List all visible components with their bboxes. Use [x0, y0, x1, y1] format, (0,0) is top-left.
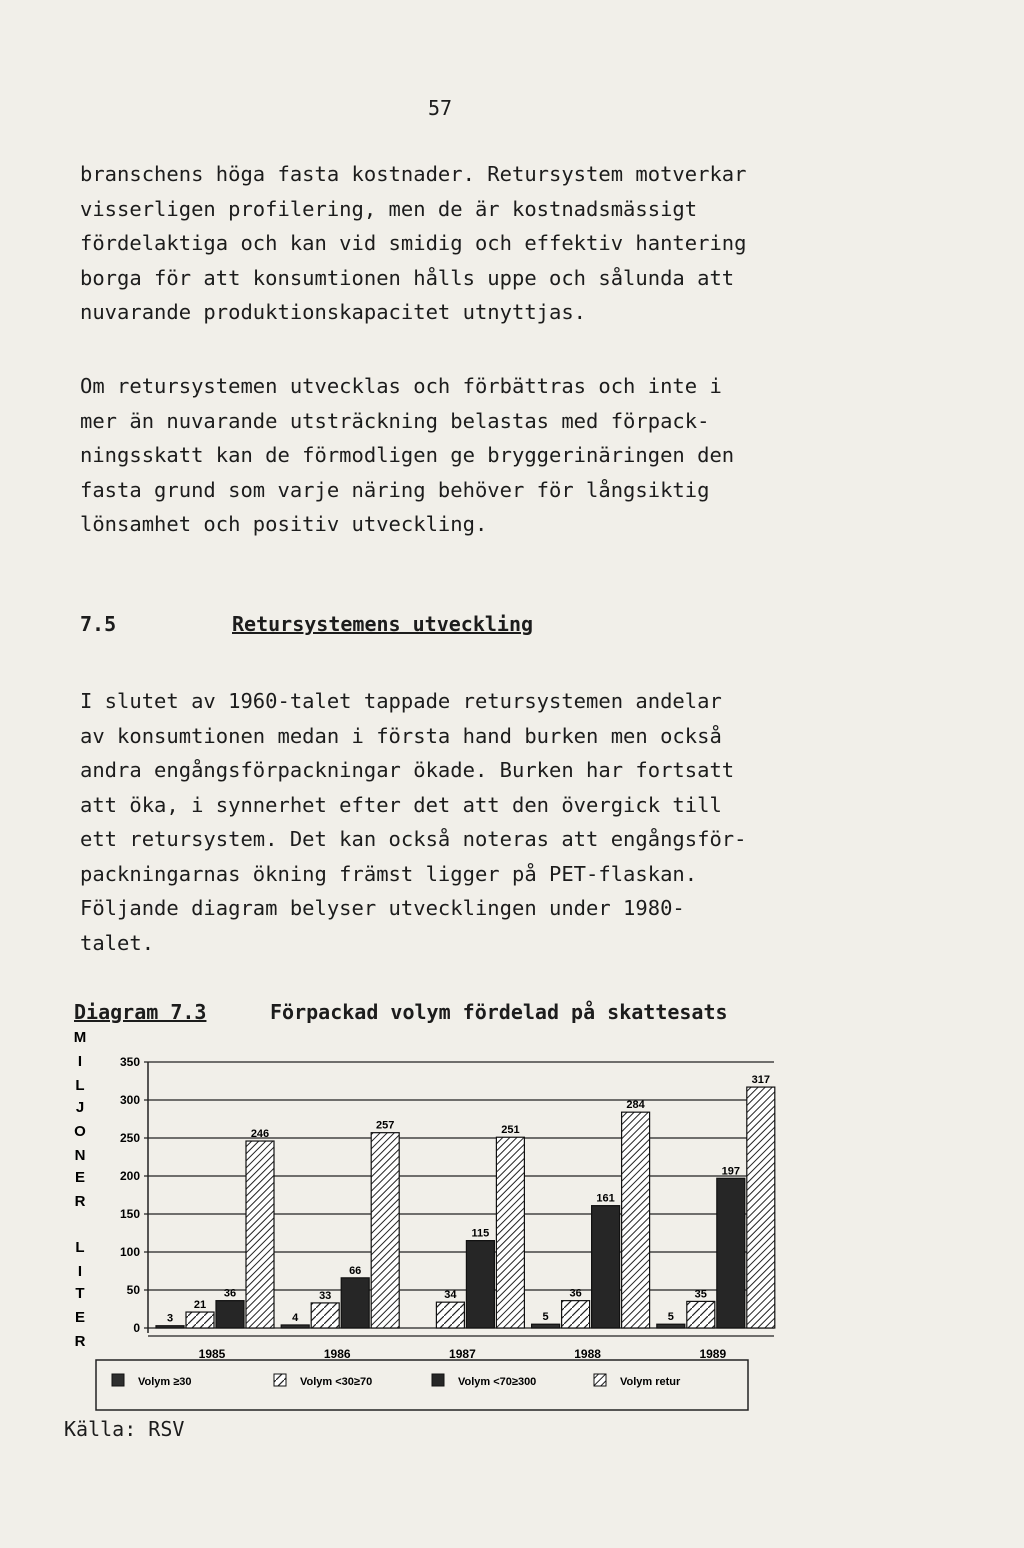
text-line: lönsamhet och positiv utveckling.: [80, 512, 488, 536]
text-line: Om retursystemen utvecklas och förbättras och inte i: [80, 374, 722, 398]
bar: [246, 1141, 274, 1328]
legend-swatch: [594, 1374, 606, 1386]
bar-chart: [60, 1028, 790, 1414]
text-line: att öka, i synnerhet efter det att den övergick till: [80, 792, 722, 817]
y-tick-label: 0: [133, 1321, 140, 1335]
bar: [186, 1312, 214, 1328]
y-label-letter: I: [77, 1263, 83, 1280]
text-line: visserligen profilering, men de är kostnadsmässigt: [80, 196, 698, 221]
section-heading: [80, 612, 533, 636]
bars: [156, 1087, 775, 1328]
legend-label: Volym <70≥300: [458, 1376, 537, 1388]
y-label-letter: T: [75, 1285, 85, 1302]
bar-value-label: 4: [292, 1311, 299, 1324]
legend-label: Volym retur: [620, 1376, 681, 1388]
x-axis: [148, 1336, 774, 1361]
bar-value-label: 317: [751, 1074, 770, 1087]
y-axis-label: [74, 1029, 87, 1350]
text-line: mer än nuvarande utsträckning belastas med förpack-: [80, 408, 710, 433]
text-line: ningsskatt kan de förmodligen ge bryggerinäringen den: [80, 443, 735, 467]
text-line: packningarnas ökning främst ligger på PET-flaskan.: [80, 861, 698, 886]
bar: [216, 1301, 244, 1328]
section-title: Retursystemens utveckling: [232, 612, 534, 636]
source-note: Källa: RSV: [64, 1417, 185, 1441]
text-line: av konsumtionen medan i första hand burken men också: [80, 723, 722, 748]
bar: [747, 1087, 775, 1328]
bar-value-label: 284: [626, 1099, 645, 1112]
y-label-letter: R: [74, 1333, 86, 1350]
bar: [657, 1324, 685, 1328]
y-tick-label: 100: [119, 1245, 140, 1259]
diagram-caption: [74, 1000, 728, 1024]
diagram-label: Diagram 7.3: [74, 1000, 207, 1024]
bar-value-label: 34: [444, 1289, 457, 1302]
y-label-letter: J: [75, 1099, 85, 1116]
y-tick-label: 350: [119, 1055, 140, 1069]
bar-value-label: 3: [166, 1312, 174, 1325]
text-line: andra engångsförpackningar ökade. Burken har fortsatt: [80, 758, 735, 782]
bar: [622, 1112, 650, 1328]
y-label-letter: O: [74, 1123, 86, 1140]
section-number: 7.5: [80, 612, 117, 636]
bar: [532, 1324, 560, 1328]
bar-value-label: 161: [596, 1192, 615, 1205]
legend-swatch: [432, 1374, 444, 1386]
y-tick-label: 250: [119, 1131, 140, 1145]
bar: [562, 1301, 590, 1328]
paragraph-3: [80, 684, 860, 960]
bar: [717, 1178, 745, 1328]
bar: [341, 1278, 369, 1328]
text-line: fasta grund som varje näring behöver för långsiktig: [80, 477, 710, 502]
bar-value-label: 36: [223, 1287, 237, 1300]
y-tick-label: 150: [119, 1207, 140, 1221]
y-label-letter: E: [74, 1309, 86, 1326]
text-line: I slutet av 1960-talet tappade retursystemen andelar: [80, 689, 722, 713]
text-line: talet.: [80, 930, 155, 955]
bar-value-label: 5: [542, 1311, 549, 1324]
x-tick-label: 1985: [198, 1347, 226, 1361]
text-line: ett retursystem. Det kan också noteras att engångsför-: [80, 827, 747, 851]
x-tick-label: 1988: [574, 1347, 601, 1361]
text-line: Följande diagram belyser utvecklingen under 1980-: [80, 896, 685, 920]
text-line: fördelaktiga och kan vid smidig och effektiv hantering: [80, 231, 747, 255]
legend-label: Volym <30≥70: [300, 1376, 373, 1388]
bar: [466, 1241, 494, 1328]
bar-value-label: 257: [376, 1119, 395, 1132]
bar: [371, 1133, 399, 1328]
page-number: 57: [428, 96, 453, 120]
bar-value-label: 5: [667, 1311, 674, 1324]
bar-value-label: 36: [569, 1287, 582, 1300]
legend-swatch: [112, 1374, 124, 1386]
bar: [436, 1302, 464, 1328]
bar-value-label: 35: [694, 1288, 707, 1301]
y-label-letter: I: [77, 1053, 83, 1070]
y-label-letter: L: [75, 1077, 85, 1094]
legend-swatch: [274, 1374, 286, 1386]
x-tick-label: 1987: [449, 1347, 476, 1361]
bar-value-label: 251: [501, 1124, 520, 1137]
y-label-letter: E: [74, 1169, 86, 1186]
y-tick-label: 300: [119, 1093, 140, 1107]
bar-value-label: 246: [250, 1128, 270, 1141]
bar: [281, 1325, 309, 1328]
bar: [496, 1137, 524, 1328]
x-tick-label: 1986: [323, 1347, 351, 1361]
text-line: nuvarande produktionskapacitet utnyttjas.: [80, 300, 587, 324]
bar-value-label: 66: [349, 1264, 362, 1277]
y-tick-label: 50: [126, 1283, 140, 1297]
x-tick-label: 1989: [699, 1347, 727, 1361]
bar: [311, 1303, 339, 1328]
bar-value-label: 115: [471, 1227, 490, 1240]
bar: [156, 1326, 184, 1328]
bar: [687, 1301, 715, 1328]
text-line: branschens höga fasta kostnader. Retursystem motverkar: [80, 162, 747, 186]
paragraph-2: [80, 369, 860, 542]
paragraph-1: [80, 157, 860, 330]
y-label-letter: M: [73, 1029, 87, 1046]
bar: [592, 1206, 620, 1328]
legend-label: Volym ≥30: [138, 1376, 192, 1388]
diagram-title: Förpackad volym fördelad på skattesats: [270, 1000, 728, 1024]
bar-value-label: 21: [193, 1299, 207, 1312]
text-line: borga för att konsumtionen hålls uppe och sålunda att: [80, 265, 735, 290]
y-tick-label: 200: [119, 1169, 140, 1183]
bar-value-label: 197: [721, 1165, 740, 1178]
bar-value-label: 33: [319, 1289, 332, 1302]
y-label-letter: R: [74, 1193, 86, 1210]
y-label-letter: L: [75, 1239, 85, 1256]
y-label-letter: N: [74, 1147, 86, 1164]
legend: [96, 1360, 748, 1410]
